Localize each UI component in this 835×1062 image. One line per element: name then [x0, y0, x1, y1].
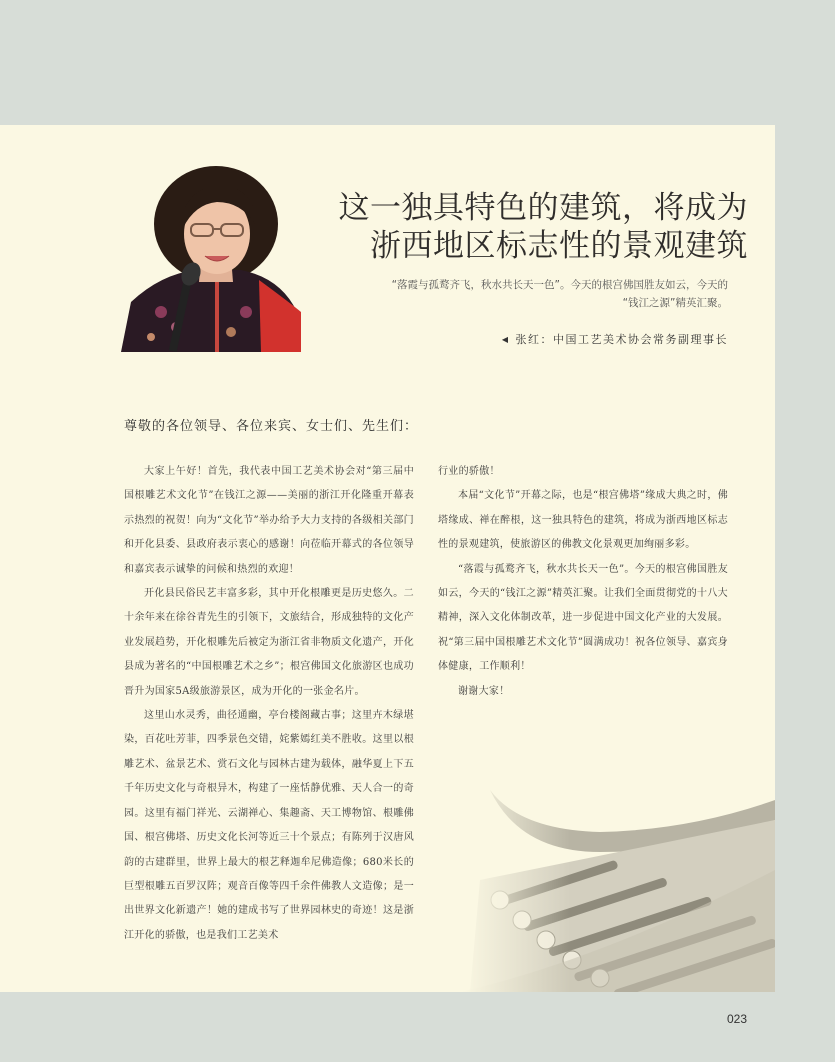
paragraph: 本届“文化节”开幕之际，也是“根宫佛塔”缘成大典之时，佛塔缘成、禅在醉根，这一独具特色的建筑，将成为浙西地区标志性的景观建筑，使旅游区的佛教文化景观更加绚丽多彩。 [438, 490, 728, 551]
body-column-right [438, 460, 728, 704]
speech-greeting: 尊敬的各位领导、各位来宾、女士们、先生们： [124, 419, 419, 434]
paragraph: 行业的骄傲！ [438, 466, 500, 477]
article-subtitle-line2: “钱江之源”精英汇聚。 [622, 297, 728, 309]
paragraph: 大家上午好！首先，我代表中国工艺美术协会对“第三届中国根雕艺术文化节”在钱江之源——美丽的浙江开化隆重开幕表示热烈的祝贺！向为“文化节”举办给予大力支持的各级相关部门和开化县委、县政府表示衷心的感谢！向莅临开幕式的各位领导和嘉宾表示诚挚的问候和热烈的欢迎！ [124, 466, 414, 575]
author-byline [450, 331, 728, 347]
article-title-line2: 浙西地区标志性的景观建筑 [370, 228, 748, 264]
speaker-portrait-photo [121, 162, 301, 352]
page-number: 023 [727, 1012, 748, 1026]
body-column-left [124, 460, 414, 948]
paragraph: “落霞与孤鹜齐飞，秋水共长天一色”。今天的根宫佛国胜友如云，今天的“钱江之源”精英汇聚。让我们全面贯彻党的十八大精神，深入文化体制改革，进一步促进中国文化产业的大发展。祝“第三届中国根雕艺术文化节”圆满成功！祝各位领导、嘉宾身体健康，工作顺利！ [438, 563, 728, 673]
paragraph: 这里山水灵秀，曲径通幽，亭台楼阁藏古事；这里卉木绿堪染，百花吐芳菲，四季景色交错，姹紫嫣红美不胜收。这里以根雕艺术、盆景艺术、赏石文化与园林古建为载体，融华夏上下五千年历史文化与奇根异木，构建了一座恬静优雅、天人合一的奇园。这里有福门祥光、云湖禅心、集趣斋、天工博物馆、根雕佛国、根宫佛塔、历史文化长河等近三十个景点；有陈列于汉唐风韵的古建群里，世界上最大的根艺释迦牟尼佛造像；680米长的巨型根雕五百罗汉阵；观音百像等四千余件佛教人文造像；是一出世界文化新遗产！她的建成书写了世界园林史的奇迹！这是浙江开化的骄傲，也是我们工艺美术 [124, 710, 414, 941]
triangle-marker-icon: ◀ [501, 335, 510, 344]
article-subtitle-line1: “落霞与孤鹜齐飞，秋水共长天一色”。今天的根宫佛国胜友如云，今天的 [391, 279, 728, 291]
article-title-line1: 这一独具特色的建筑，将成为 [338, 190, 748, 226]
paragraph: 开化县民俗民艺丰富多彩，其中开化根雕更是历史悠久。二十余年来在徐谷青先生的引领下，文旅结合，形成独特的文化产业发展趋势，开化根雕先后被定为浙江省非物质文化遗产，开化县成为著名的“中国根雕艺术之乡”；根宫佛国文化旅游区也成功晋升为国家5A级旅游景区，成为开化的一张金名片。 [124, 588, 414, 697]
paragraph: 谢谢大家！ [458, 685, 510, 697]
author-text: 张红：中国工艺美术协会常务副理事长 [515, 333, 728, 346]
roof-tiles-illustration [460, 760, 775, 992]
